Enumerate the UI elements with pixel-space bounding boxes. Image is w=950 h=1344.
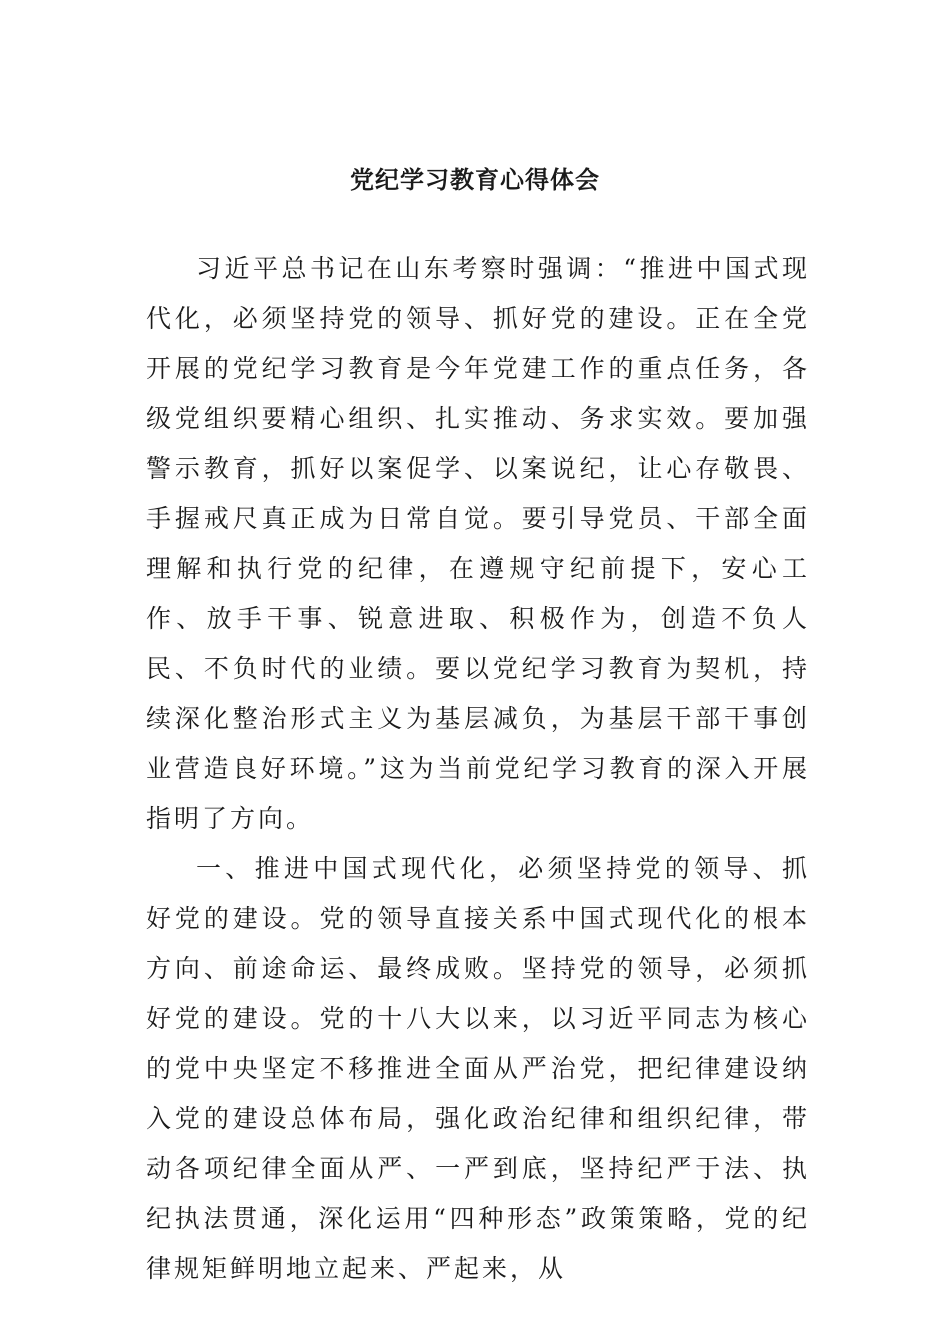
document-title: 党纪学习教育心得体会 — [350, 165, 600, 194]
paragraph-intro: 习近平总书记在山东考察时强调：“推进中国式现代化，必须坚持党的领导、抓好党的建设。正在全党开展的党纪学习教育是今年党建工作的重点任务，各级党组织要精心组织、扎实推动、务求实效。要加强警示教育，抓好以案促学、以案说纪，让心存敬畏、手握戒尺真正成为日常自觉。要引导党员、干部全面理解和执行党的纪律，在遵规守纪前提下，安心工作、放手干事、锐意进取、积极作为，创造不负人民、不负时代的业绩。要以党纪学习教育为契机，持续深化整治形式主义为基层减负，为基层干部干事创业营造良好环境。”这为当前党纪学习教育的深入开展指明了方向。 — [146, 254, 810, 833]
document-body — [146, 244, 810, 1294]
paragraph-section-one: 一、推进中国式现代化，必须坚持党的领导、抓好党的建设。党的领导直接关系中国式现代化的根本方向、前途命运、最终成败。坚持党的领导，必须抓好党的建设。党的十八大以来，以习近平同志为核心的党中央坚定不移推进全面从严治党，把纪律建设纳入党的建设总体布局，强化政治纪律和组织纪律，带动各项纪律全面从严、一严到底，坚持纪严于法、执纪执法贯通，深化运用“四种形态”政策策略，党的纪律规矩鲜明地立起来、严起来，从 — [146, 854, 810, 1283]
